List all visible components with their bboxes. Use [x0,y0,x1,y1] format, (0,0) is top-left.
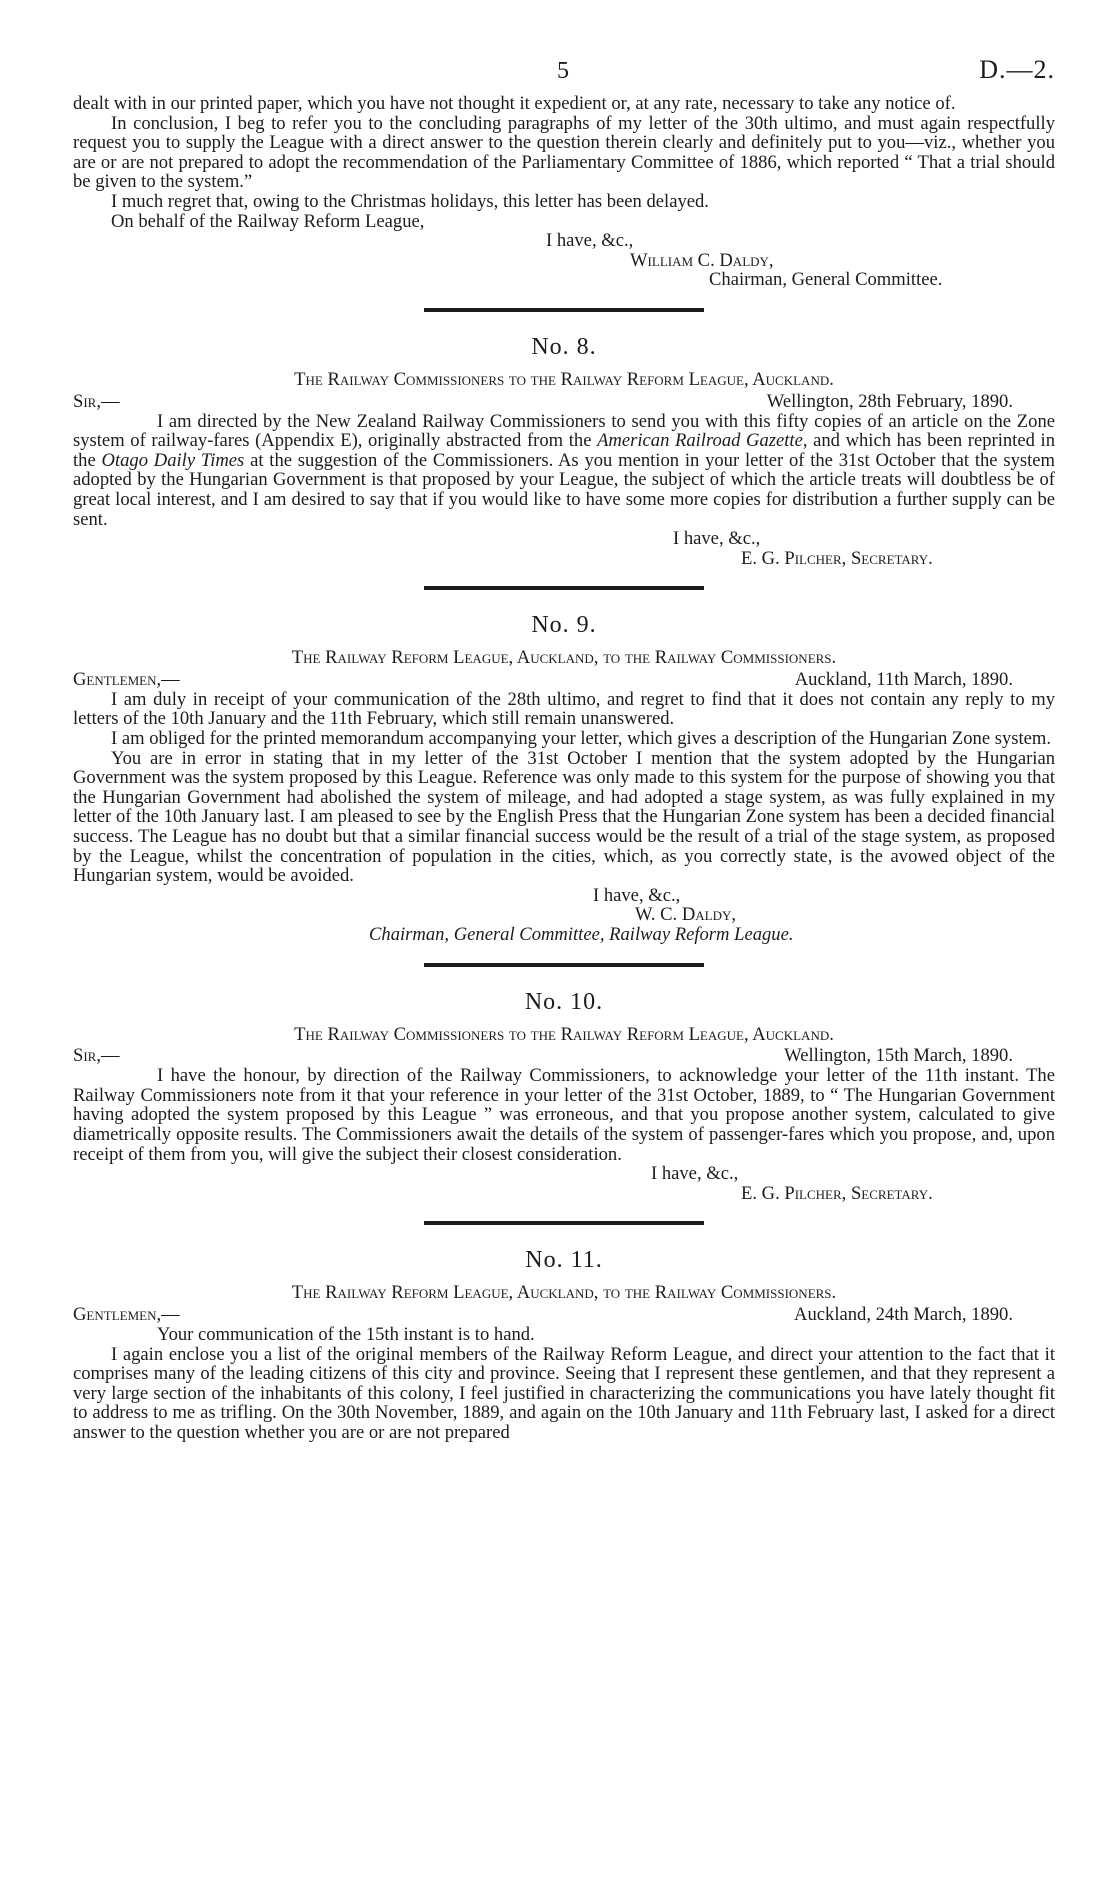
letter-no-10 [73,989,1055,1204]
section-divider [424,1221,704,1225]
paragraph: I much regret that, owing to the Christmas holidays, this letter has been delayed. [111,190,709,212]
signature: William C. Daldy, [630,249,774,271]
paragraph: I again enclose you a list of the original members of the Railway Reform League, and direct your attention to the fact that it comprises many of the leading citizens of this city and province. Seeing that I represent these gentlemen, and that they represent a very large section of the inhabitants of this colony, I feel justified in characterizing the communications you have lately thought fit to address to me as trifling. On the 30th November, 1889, and again on the 10th January and 11th February last, I asked for a direct answer to the question whether you are or are not prepared [73,1343,1055,1443]
paragraph: I am obliged for the printed memorandum accompanying your letter, which gives a description of the Hungarian Zone system. [111,728,1052,750]
section-divider [424,586,704,590]
letter-no-9 [73,612,1055,944]
section-divider [424,308,704,312]
paragraph: On behalf of the Railway Reform League, [111,210,425,232]
text-run: at the suggestion of the Commissioners. As you mention in your letter of the 31st October that the system adopted by the Hungarian Government is that proposed by your League, the subject of which the article treats will doubtless be of great local interest, and I am desired to say that if you would like to have some more copies for distribution a further supply can be sent. [73,449,1055,530]
salutation: Sir,— [73,1045,120,1067]
dateline: Auckland, 24th March, 1890. [794,1303,1013,1325]
document-reference: D.—2. [979,55,1055,84]
signature: W. C. Daldy, [635,904,737,926]
closing: I have, &c., [651,1163,739,1185]
page-number: 5 [557,58,569,84]
letter-title: The Railway Commissioners to the Railway Reform League, Auckland. [294,1023,834,1045]
document-page [73,50,1055,1443]
letter-title: The Railway Commissioners to the Railway Reform League, Auckland. [294,368,834,390]
paragraph: Your communication of the 15th instant is to hand. [157,1323,535,1345]
signature-title: Chairman, General Committee, Railway Reform League. [369,924,794,945]
letter-title: The Railway Reform League, Auckland, to the Railway Commissioners. [291,647,837,669]
paragraph: You are in error in stating that in my letter of the 31st October I mention that the system adopted by the Hungarian Government was the system proposed by this League. Reference was only made to this system for the purpose of showing you that the Hungarian Government had abolished the system of mileage, and had adopted a stage system, as was fully explained in my letter of the 10th January last. I am pleased to see by the English Press that the Hungarian Zone system has been a decided financial success. The League has no doubt but that a similar financial success would be the result of a trial of the stage system, as proposed by the League, whilst the concentration of population in the cities, which, as you correctly state, is the avowed object of the Hungarian system, would be avoided. [73,747,1055,887]
publication-name: American Railroad Gazette [597,430,803,452]
closing: I have, &c., [673,528,761,550]
salutation: Sir,— [73,390,120,412]
section-divider [424,963,704,967]
closing: I have, &c., [593,884,681,906]
signature: E. G. Pilcher, Secretary. [741,1182,933,1204]
paragraph: I am duly in receipt of your communication of the 28th ultimo, and regret to find that it does not contain any reply to my letters of the 10th January and the 11th February, which still remain unanswered. [73,688,1055,730]
letter-continuation [73,94,1055,290]
letter-number: No. 8. [531,333,597,360]
closing: I have, &c., [546,230,634,252]
paragraph [73,412,1055,530]
paragraph: In conclusion, I beg to refer you to the concluding paragraphs of my letter of the 30th ultimo, and must again respectfully request you to supply the League with a direct answer to the question therein clearly and definitely put to you—viz., whether you are or are not prepared to adopt the recommendation of the Parliamentary Committee of 1886, which reported “ That a trial should be given to the system.” [73,112,1055,193]
text-run: I am directed by the New Zealand Railway Commissioners to send you with this fifty copies of an article on the Zone system of railway-fares (Appendix E), originally abstracted from the [73,410,1055,452]
salutation: Gentlemen,— [73,668,180,690]
dateline: Auckland, 11th March, 1890. [794,668,1013,690]
signature: E. G. Pilcher, Secretary. [741,547,933,569]
letter-number: No. 9. [531,612,597,639]
publication-name: Otago Daily Times [101,449,245,471]
page-header [73,50,1055,94]
dateline: Wellington, 15th March, 1890. [784,1045,1013,1067]
paragraph: I have the honour, by direction of the Railway Commissioners, to acknowledge your letter of the 11th instant. The Railway Commissioners note from it that your reference in your letter of the 31st October, 1889, to “ The Hungarian Government having adopted the system proposed by this League ” was erroneous, and that you propose another system, calculated to give diametrically opposite results. The Commissioners await the details of the system of passenger-fares which you propose, and, upon receipt of them from you, will give the subject their closest consideration. [73,1065,1055,1165]
letter-number: No. 10. [524,988,604,1015]
salutation: Gentlemen,— [73,1303,180,1325]
letter-no-8 [73,334,1055,568]
dateline: Wellington, 28th February, 1890. [766,390,1013,412]
letter-no-11 [73,1247,1055,1442]
text-run: , and which has been reprinted in the [73,430,1055,471]
signature-title: Chairman, General Committee. [709,269,943,291]
letter-title: The Railway Reform League, Auckland, to the Railway Commissioners. [291,1282,837,1304]
letter-number: No. 11. [525,1247,603,1274]
paragraph: dealt with in our printed paper, which you have not thought it expedient or, at any rate, necessary to take any notice of. [73,93,956,114]
